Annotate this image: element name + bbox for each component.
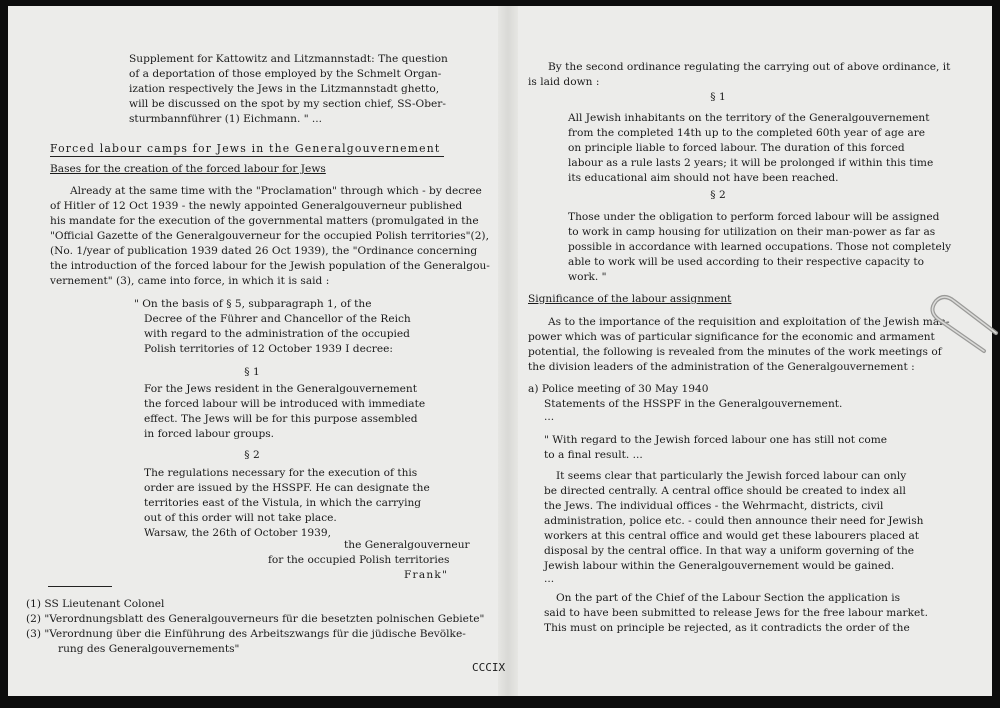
document-spread bbox=[8, 6, 992, 696]
text-line: of a deportation of those employed by the Schmelt Organ- bbox=[129, 68, 442, 80]
footnote-rule bbox=[48, 586, 112, 587]
footnote: (1) SS Lieutenant Colonel bbox=[26, 598, 165, 610]
text-line: the Jews. The individual offices - the Wehrmacht, districts, civil bbox=[544, 500, 884, 512]
text-line: Supplement for Kattowitz and Litzmannstadt: The question bbox=[129, 53, 448, 65]
text-line: Jewish labour within the Generalgouvernement would be gained. bbox=[544, 560, 895, 572]
section-heading: Forced labour camps for Jews in the Generalgouvernement bbox=[50, 142, 441, 155]
text-line: to work in camp housing for utilization on their man-power as far as bbox=[568, 226, 936, 238]
text-line: territories east of the Vistula, in which the carrying bbox=[144, 497, 422, 509]
text-line: the forced labour will be introduced with immediate bbox=[144, 398, 426, 410]
paper-clip-icon bbox=[920, 289, 1000, 369]
ellipsis: ... bbox=[544, 573, 555, 585]
text-line: be directed centrally. A central office should be created to index all bbox=[544, 485, 906, 497]
section-mark: § 1 bbox=[710, 91, 726, 103]
text-line: on principle liable to forced labour. The duration of this forced bbox=[568, 142, 905, 154]
section-heading: Significance of the labour assignment bbox=[528, 293, 732, 305]
text-line: of Hitler of 12 Oct 1939 - the newly appointed Generalgouverneur published bbox=[50, 200, 463, 212]
text-line: power which was of particular significance for the economic and armament bbox=[528, 331, 935, 343]
text-line: " On the basis of § 5, subparagraph 1, of the bbox=[134, 298, 372, 310]
page-number: CCCIX bbox=[472, 661, 506, 674]
ellipsis: ... bbox=[544, 411, 555, 423]
section-mark: § 2 bbox=[710, 189, 726, 201]
text-line: possible in accordance with learned occupations. Those not completely bbox=[568, 241, 952, 253]
footnote: rung des Generalgouvernements" bbox=[58, 643, 240, 655]
section-mark: § 1 bbox=[244, 366, 260, 378]
text-line: said to have been submitted to release Jews for the free labour market. bbox=[544, 607, 928, 619]
text-line: its educational aim should not have been reached. bbox=[568, 172, 839, 184]
signature-line: for the occupied Polish territories bbox=[268, 554, 450, 566]
text-line: in forced labour groups. bbox=[144, 428, 275, 440]
text-line: the introduction of the forced labour for the Jewish population of the Generalgou- bbox=[50, 260, 490, 272]
text-line: For the Jews resident in the Generalgouvernement bbox=[144, 383, 418, 395]
footnote: (3) "Verordnung über die Einführung des Arbeitszwangs für die jüdische Bevölke- bbox=[26, 628, 466, 640]
signature-line: the Generalgouverneur bbox=[344, 539, 470, 551]
text-line: administration, police etc. - could then announce their need for Jewish bbox=[544, 515, 924, 527]
text-line: labour as a rule lasts 2 years; it will be prolonged if within this time bbox=[568, 157, 934, 169]
text-line: ization respectively the Jews in the Litzmannstadt ghetto, bbox=[129, 83, 440, 95]
text-line: (No. 1/year of publication 1939 dated 26 Oct 1939), the "Ordinance concerning bbox=[50, 245, 478, 257]
section-mark: § 2 bbox=[244, 449, 260, 461]
text-line: On the part of the Chief of the Labour Section the application is bbox=[556, 592, 901, 604]
text-line: from the completed 14th up to the completed 60th year of age are bbox=[568, 127, 926, 139]
heading-underline bbox=[50, 156, 444, 157]
text-line: potential, the following is revealed from the minutes of the work meetings of bbox=[528, 346, 942, 358]
text-line: All Jewish inhabitants on the territory of the Generalgouvernement bbox=[568, 112, 930, 124]
signature-name: Frank" bbox=[404, 569, 449, 581]
text-line: sturmbannführer (1) Eichmann. " ... bbox=[129, 113, 323, 125]
text-line: order are issued by the HSSPF. He can designate the bbox=[144, 482, 430, 494]
text-line: work. " bbox=[568, 271, 607, 283]
text-line: By the second ordinance regulating the carrying out of above ordinance, it bbox=[548, 61, 951, 73]
text-line: the division leaders of the administration of the Generalgouvernement : bbox=[528, 361, 915, 373]
text-line: "Official Gazette of the Generalgouverneur for the occupied Polish territories"(2), bbox=[50, 230, 489, 242]
text-line: will be discussed on the spot by my section chief, SS-Ober- bbox=[129, 98, 446, 110]
text-line: to a final result. ... bbox=[544, 449, 643, 461]
text-line: effect. The Jews will be for this purpose assembled bbox=[144, 413, 418, 425]
text-line: As to the importance of the requisition and exploitation of the Jewish man- bbox=[548, 316, 950, 328]
text-line: with regard to the administration of the occupied bbox=[144, 328, 410, 340]
text-line: The regulations necessary for the execution of this bbox=[144, 467, 418, 479]
text-line: a) Police meeting of 30 May 1940 bbox=[528, 383, 709, 395]
text-line: " With regard to the Jewish forced labour one has still not come bbox=[544, 434, 888, 446]
footnote: (2) "Verordnungsblatt des Generalgouverneurs für die besetzten polnischen Gebiete" bbox=[26, 613, 485, 625]
text-line: Warsaw, the 26th of October 1939, bbox=[144, 527, 332, 539]
text-line: This must on principle be rejected, as it contradicts the order of the bbox=[544, 622, 910, 634]
text-line: vernement" (3), came into force, in which it is said : bbox=[50, 275, 330, 287]
text-line: Decree of the Führer and Chancellor of the Reich bbox=[144, 313, 411, 325]
text-line: Statements of the HSSPF in the Generalgouvernement. bbox=[544, 398, 843, 410]
text-line: disposal by the central office. In that way a uniform governing of the bbox=[544, 545, 915, 557]
text-line: Already at the same time with the "Proclamation" through which - by decree bbox=[70, 185, 482, 197]
text-line: workers at this central office and would get these labourers placed at bbox=[544, 530, 920, 542]
text-line: Polish territories of 12 October 1939 I decree: bbox=[144, 343, 393, 355]
text-line: is laid down : bbox=[528, 76, 600, 88]
text-line: his mandate for the execution of the governmental matters (promulgated in the bbox=[50, 215, 479, 227]
text-line: out of this order will not take place. bbox=[144, 512, 337, 524]
text-line: able to work will be used according to their respective capacity to bbox=[568, 256, 924, 268]
subheading: Bases for the creation of the forced labour for Jews bbox=[50, 163, 326, 175]
book-gutter bbox=[498, 6, 518, 696]
text-line: It seems clear that particularly the Jewish forced labour can only bbox=[556, 470, 907, 482]
text-line: Those under the obligation to perform forced labour will be assigned bbox=[568, 211, 940, 223]
